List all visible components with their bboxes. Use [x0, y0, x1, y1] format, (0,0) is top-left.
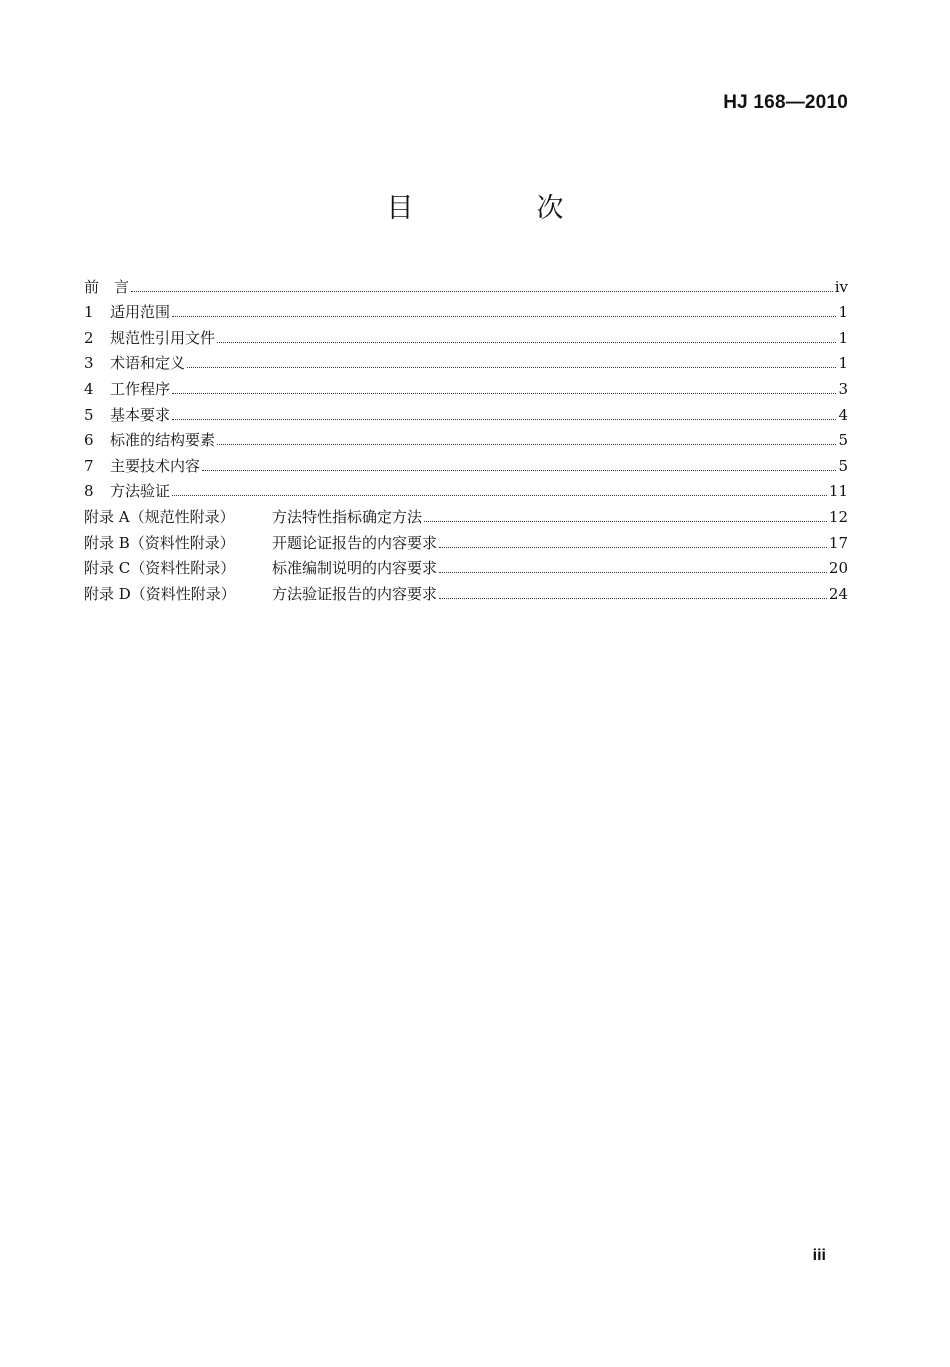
- toc-dot-leader: [217, 444, 836, 445]
- toc-entry-label: [84, 534, 437, 552]
- toc-appendix-prefix: 附录 A（规范性附录）: [84, 507, 235, 526]
- toc-dot-leader: [217, 342, 836, 343]
- toc-entry-title: 标准编制说明的内容要求: [272, 559, 438, 578]
- toc-entry-title: 适用范围: [110, 303, 171, 322]
- toc-entry-title: 主要技术内容: [110, 456, 201, 475]
- toc-entry-page: 11: [828, 482, 848, 501]
- toc-entry-title: 方法验证报告的内容要求: [272, 584, 438, 603]
- toc-entry-label: [84, 457, 200, 475]
- toc-entry-6[interactable]: [84, 424, 848, 450]
- table-of-contents: [84, 270, 848, 603]
- toc-entry-appendix-c[interactable]: [84, 552, 848, 578]
- toc-entry-number: 4: [84, 379, 94, 398]
- toc-entry-page: 17: [828, 533, 848, 552]
- toc-entry-appendix-a[interactable]: [84, 500, 848, 526]
- toc-entry-number: 7: [84, 456, 94, 475]
- toc-entry-title: 工作程序: [110, 379, 171, 398]
- toc-entry-page: 12: [828, 507, 848, 526]
- toc-entry-label: [84, 559, 437, 577]
- toc-entry-title: 方法验证: [110, 482, 171, 501]
- toc-entry-label: [84, 482, 170, 500]
- toc-entry-label: [84, 303, 170, 321]
- toc-appendix-prefix: 附录 D（资料性附录）: [84, 584, 236, 603]
- toc-dot-leader: [202, 470, 836, 471]
- toc-entry-number: 5: [84, 405, 94, 424]
- toc-entry-label: [84, 508, 422, 526]
- toc-entry-page: 1: [838, 354, 848, 373]
- toc-entry-label: [84, 585, 437, 603]
- toc-entry-3[interactable]: [84, 347, 848, 373]
- toc-entry-title: 开题论证报告的内容要求: [272, 533, 438, 552]
- toc-entry-title: 基本要求: [110, 405, 171, 424]
- toc-entry-page: 5: [838, 456, 848, 475]
- toc-entry-title: 标准的结构要素: [110, 431, 216, 450]
- toc-entry-number: 6: [84, 431, 94, 450]
- toc-entry-page: 4: [838, 405, 848, 424]
- toc-appendix-prefix: 附录 B（资料性附录）: [84, 533, 235, 552]
- toc-entry-page: 3: [838, 379, 848, 398]
- page-number: iii: [812, 1247, 826, 1264]
- toc-dot-leader: [439, 572, 827, 573]
- standard-code: HJ 168—2010: [723, 92, 848, 113]
- toc-entry-page: 5: [838, 431, 848, 450]
- toc-dot-leader: [439, 547, 827, 548]
- toc-entry-1[interactable]: [84, 296, 848, 322]
- toc-entry-number: 1: [84, 303, 94, 322]
- toc-dot-leader: [187, 367, 836, 368]
- toc-entry-7[interactable]: [84, 449, 848, 475]
- toc-dot-leader: [424, 521, 827, 522]
- toc-entry-appendix-d[interactable]: [84, 577, 848, 603]
- toc-entry-2[interactable]: [84, 321, 848, 347]
- toc-title: 目 次: [386, 193, 612, 224]
- toc-entry-foreword[interactable]: [84, 270, 848, 296]
- toc-dot-leader: [172, 316, 836, 317]
- toc-entry-page: 1: [838, 328, 848, 347]
- toc-dot-leader: [439, 598, 827, 599]
- toc-entry-page: 24: [828, 584, 848, 603]
- toc-entry-page: 1: [838, 303, 848, 322]
- toc-dot-leader: [172, 495, 827, 496]
- toc-entry-8[interactable]: [84, 475, 848, 501]
- toc-appendix-prefix: 附录 C（资料性附录）: [84, 559, 236, 578]
- toc-entry-label: [84, 431, 215, 449]
- toc-dot-leader: [172, 419, 836, 420]
- toc-dot-leader: [131, 291, 833, 292]
- toc-entry-label: [84, 329, 215, 347]
- toc-dot-leader: [172, 393, 836, 394]
- toc-entry-title: 规范性引用文件: [110, 328, 216, 347]
- toc-entry-appendix-b[interactable]: [84, 526, 848, 552]
- toc-entry-4[interactable]: [84, 372, 848, 398]
- toc-entry-label: [84, 380, 170, 398]
- toc-entry-title: 方法特性指标确定方法: [272, 507, 423, 526]
- toc-entry-label: [84, 278, 129, 296]
- toc-entry-label: [84, 354, 185, 372]
- toc-entry-title: 前 言: [84, 277, 130, 296]
- toc-entry-title: 术语和定义: [110, 354, 186, 373]
- toc-entry-page: iv: [834, 277, 848, 296]
- toc-entry-number: 3: [84, 354, 94, 373]
- toc-entry-page: 20: [828, 559, 848, 578]
- toc-entry-number: 2: [84, 328, 94, 347]
- toc-entry-number: 8: [84, 482, 94, 501]
- toc-entry-label: [84, 406, 170, 424]
- toc-entry-5[interactable]: [84, 398, 848, 424]
